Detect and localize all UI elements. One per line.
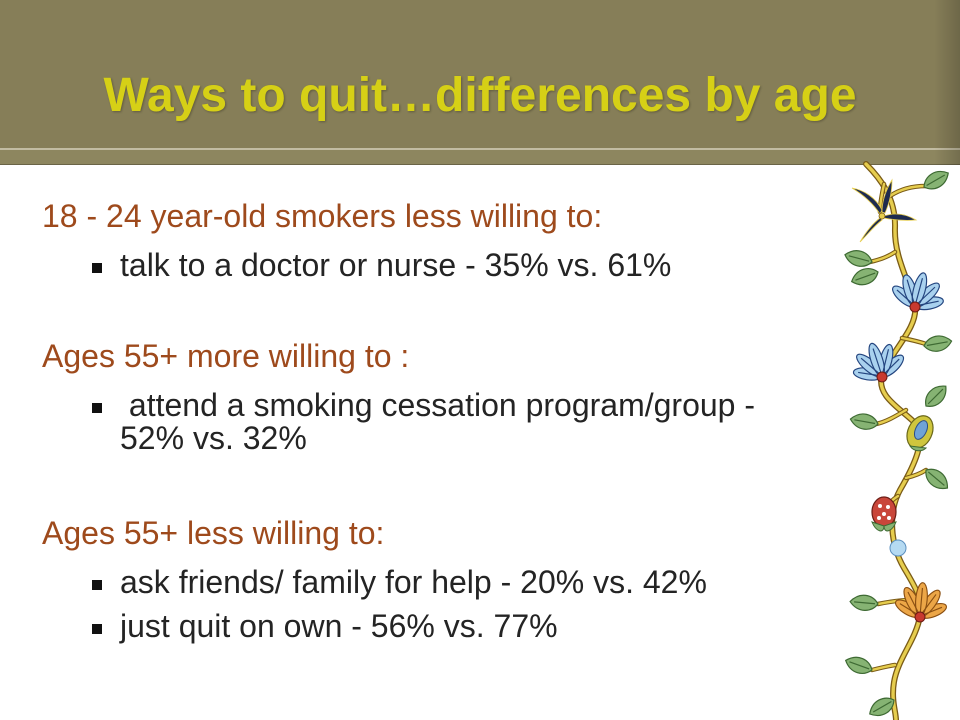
title-bar-band: [0, 150, 960, 165]
bullet-text: just quit on own - 56% vs. 77%: [120, 608, 558, 644]
bullet-list: [0, 249, 810, 282]
bullet-list: [0, 389, 810, 455]
leaf-icon: [849, 412, 879, 432]
slide-title: Ways to quit…differences by age: [103, 69, 857, 122]
leaf-icon: [849, 265, 880, 289]
leaf-icon: [923, 334, 953, 354]
bullet-text: talk to a doctor or nurse - 35% vs. 61%: [120, 247, 672, 283]
orange-fan-flower-icon: [892, 580, 951, 623]
leaf-icon: [849, 594, 878, 611]
blue-fan-flower-icon: [886, 266, 951, 319]
section-ages-55-more-willing: [0, 340, 810, 455]
title-bar: [0, 0, 960, 165]
square-bullet-icon: [92, 624, 102, 634]
bullet-text: attend a smoking cessation program/group - 52% vs. 32%: [120, 387, 764, 456]
square-bullet-icon: [92, 263, 102, 273]
square-bullet-icon: [92, 580, 102, 590]
bullet-item: [0, 566, 800, 599]
square-bullet-icon: [92, 403, 102, 413]
section-heading: Ages 55+ less willing to:: [42, 515, 385, 551]
floral-vine-icon: [840, 160, 960, 720]
leaf-icon: [920, 166, 952, 193]
section-heading: Ages 55+ more willing to :: [42, 338, 410, 374]
bullet-item: [0, 249, 800, 282]
bullet-text: ask friends/ family for help - 20% vs. 42%: [120, 564, 707, 600]
leaf-icon: [843, 247, 874, 269]
section-heading: 18 - 24 year-old smokers less willing to:: [42, 198, 603, 234]
bullet-item: [0, 389, 800, 455]
blue-bud-icon: [890, 540, 906, 556]
bullet-list: [0, 566, 810, 643]
section-ages-18-24: [0, 200, 810, 282]
leaf-icon: [921, 381, 951, 411]
bullet-item: [0, 610, 800, 643]
red-dotted-flower-icon: [872, 497, 896, 531]
section-ages-55-less-willing: [0, 517, 810, 643]
slide-content: [0, 200, 810, 643]
leaf-icon: [843, 653, 874, 677]
